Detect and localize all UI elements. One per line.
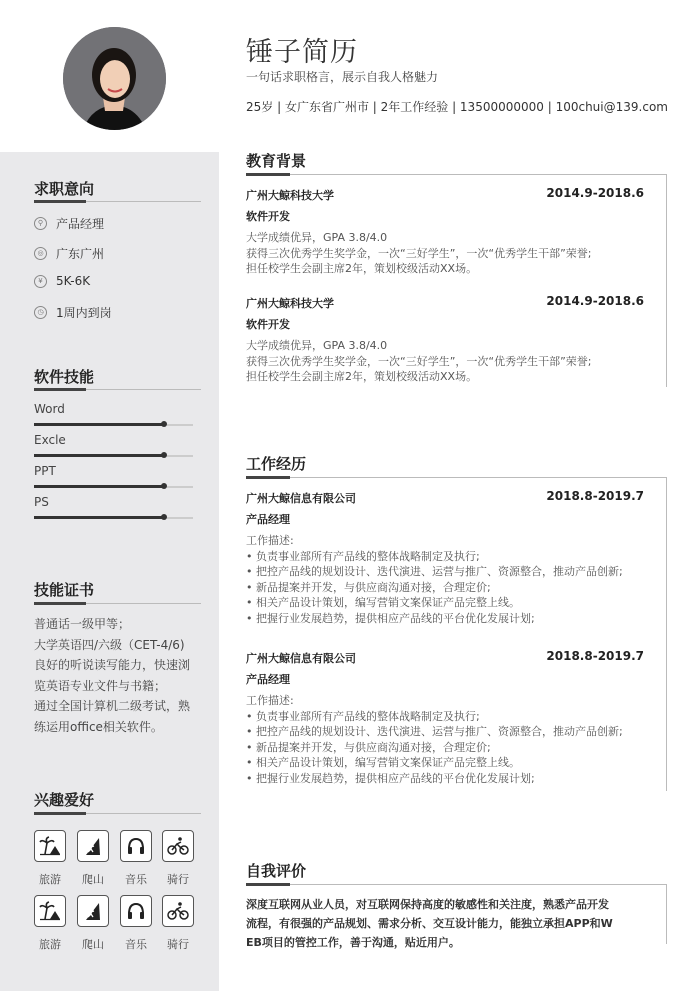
eval-line: EB项目的管控工作，善于沟通，贴近用户。 <box>246 936 460 949</box>
intent-location: 广东广州 <box>56 247 105 261</box>
hobby-climbing <box>77 895 109 952</box>
intent-item-location <box>34 245 104 262</box>
hobby-climbing <box>77 830 109 887</box>
resume-name: 锤子简历 <box>246 37 358 68</box>
intent-position: 产品经理 <box>56 217 105 231</box>
detail-line: • 新品提案并开发，与供应商沟通对接，合理定价; <box>246 580 491 594</box>
certs-title: 技能证书 <box>34 581 95 599</box>
intent-title: 求职意向 <box>34 180 95 198</box>
beach-icon <box>39 836 61 856</box>
briefcase-icon: ⚲ <box>34 217 47 230</box>
hobby-music <box>120 830 152 887</box>
cycling-icon <box>167 836 189 856</box>
yen-icon: ¥ <box>34 275 47 288</box>
location-icon: ◎ <box>34 247 47 260</box>
hobby-travel <box>34 830 66 887</box>
cert-line: 良好的听说读写能力，快速浏 <box>34 658 191 672</box>
detail-line: • 把控产品线的规划设计、迭代演进、运营与推广、资源整合，推动产品创新; <box>246 565 623 578</box>
self-eval-rule <box>666 884 667 944</box>
headphones-icon <box>126 836 146 856</box>
detail-line: 获得三次优秀学生奖学金，一次“三好学生”，一次“优秀学生干部”荣誉; <box>246 246 592 260</box>
headphones-icon <box>126 901 146 921</box>
work-rule <box>666 477 667 791</box>
work-date: 2018.8-2019.7 <box>546 489 644 503</box>
school-name: 广州大鲸科技大学 <box>246 297 334 310</box>
work-role: 产品经理 <box>246 513 290 526</box>
education-date: 2014.9-2018.6 <box>546 186 644 200</box>
intent-salary: 5K-6K <box>56 274 91 288</box>
self-eval-text <box>246 895 658 952</box>
intent-item-availability <box>34 304 112 321</box>
climbing-icon <box>83 836 103 856</box>
hobby-cycling <box>162 895 194 952</box>
work-details <box>246 533 666 626</box>
skill-bar <box>34 455 193 457</box>
detail-line: 大学成绩优异，GPA 3.8/4.0 <box>246 231 388 244</box>
hobby-label: 音乐 <box>125 938 147 951</box>
detail-line: • 负责事业部所有产品线的整体战略制定及执行; <box>246 709 480 723</box>
skill-bar-fill <box>34 454 164 457</box>
certs-list <box>34 614 204 737</box>
detail-line: • 相关产品设计策划，编写营销文案保证产品完整上线。 <box>246 596 520 609</box>
intent-item-salary <box>34 274 90 288</box>
skills-title: 软件技能 <box>34 368 95 386</box>
hobby-label: 爬山 <box>82 873 104 886</box>
self-eval-title: 自我评价 <box>246 862 307 880</box>
hobbies-title: 兴趣爱好 <box>34 791 95 809</box>
detail-line: • 负责事业部所有产品线的整体战略制定及执行; <box>246 549 480 563</box>
skill-name: Word <box>34 402 65 416</box>
beach-icon <box>39 901 61 921</box>
detail-line: • 相关产品设计策划，编写营销文案保证产品完整上线。 <box>246 756 520 769</box>
detail-line: 大学成绩优异，GPA 3.8/4.0 <box>246 339 388 352</box>
hobby-travel <box>34 895 66 952</box>
clock-icon: ◷ <box>34 306 47 319</box>
hobbies-divider <box>34 813 201 814</box>
cert-line: 通过全国计算机二级考试，熟 <box>34 699 191 713</box>
skill-name: Excle <box>34 433 66 447</box>
education-details <box>246 230 666 277</box>
contact-info: 25岁 | 女广东省广州市 | 2年工作经验 | 13500000000 | 100chui@139.com <box>246 100 668 114</box>
hobby-label: 骑行 <box>167 873 189 886</box>
education-rule <box>666 174 667 387</box>
intent-divider <box>34 201 201 202</box>
skills-divider <box>34 389 201 390</box>
hobby-label: 旅游 <box>39 873 61 886</box>
education-details <box>246 338 666 385</box>
education-divider <box>246 174 666 175</box>
hobby-label: 旅游 <box>39 938 61 951</box>
company-name: 广州大鲸信息有限公司 <box>246 492 356 505</box>
work-role: 产品经理 <box>246 673 290 686</box>
hobby-label: 骑行 <box>167 938 189 951</box>
detail-line: • 把握行业发展趋势，提供相应产品线的平台优化发展计划; <box>246 611 535 625</box>
skill-bar <box>34 424 193 426</box>
eval-line: 流程，有很强的产品规划、需求分析、交互设计能力，能独立承担APP和W <box>246 917 613 930</box>
detail-line: • 新品提案并开发，与供应商沟通对接，合理定价; <box>246 740 491 754</box>
intent-item-position <box>34 215 104 232</box>
self-eval-divider <box>246 884 666 885</box>
cert-line: 练运用office相关软件。 <box>34 719 163 734</box>
detail-line: • 把控产品线的规划设计、迭代演进、运营与推广、资源整合，推动产品创新; <box>246 725 623 738</box>
skill-bar-fill <box>34 485 164 488</box>
resume-motto: 一句话求职格言，展示自我人格魅力 <box>246 70 439 84</box>
skill-bar <box>34 517 193 519</box>
cert-line: 大学英语四/六级（CET-4/6) <box>34 637 185 652</box>
work-details <box>246 693 666 786</box>
hobby-label: 音乐 <box>125 873 147 886</box>
school-name: 广州大鲸科技大学 <box>246 189 334 202</box>
detail-line: 担任校学生会副主席2年，策划校级活动XX场。 <box>246 370 478 383</box>
education-title: 教育背景 <box>246 152 307 170</box>
education-major: 软件开发 <box>246 318 290 331</box>
education-date: 2014.9-2018.6 <box>546 294 644 308</box>
hobby-music <box>120 895 152 952</box>
certs-divider <box>34 603 201 604</box>
avatar <box>63 27 166 130</box>
portrait-image <box>63 27 166 130</box>
eval-line: 深度互联网从业人员，对互联网保持高度的敏感性和关注度，熟悉产品开发 <box>246 898 609 911</box>
detail-line: 担任校学生会副主席2年，策划校级活动XX场。 <box>246 262 478 275</box>
cert-line: 普通话一级甲等； <box>34 617 131 631</box>
education-major: 软件开发 <box>246 210 290 223</box>
skill-name: PPT <box>34 464 56 478</box>
hobby-cycling <box>162 830 194 887</box>
work-date: 2018.8-2019.7 <box>546 649 644 663</box>
detail-line: 工作描述: <box>246 694 294 707</box>
climbing-icon <box>83 901 103 921</box>
work-title: 工作经历 <box>246 455 307 473</box>
company-name: 广州大鲸信息有限公司 <box>246 652 356 665</box>
cert-line: 览英语专业文件与书籍； <box>34 678 167 693</box>
skill-bar-fill <box>34 423 164 426</box>
cycling-icon <box>167 901 189 921</box>
detail-line: 工作描述: <box>246 534 294 547</box>
detail-line: 获得三次优秀学生奖学金，一次“三好学生”，一次“优秀学生干部”荣誉; <box>246 354 592 368</box>
hobby-label: 爬山 <box>82 938 104 951</box>
intent-availability: 1周内到岗 <box>56 306 112 320</box>
work-divider <box>246 477 666 478</box>
skill-bar-fill <box>34 516 164 519</box>
skill-name: PS <box>34 495 49 509</box>
detail-line: • 把握行业发展趋势，提供相应产品线的平台优化发展计划; <box>246 771 535 785</box>
skill-bar <box>34 486 193 488</box>
